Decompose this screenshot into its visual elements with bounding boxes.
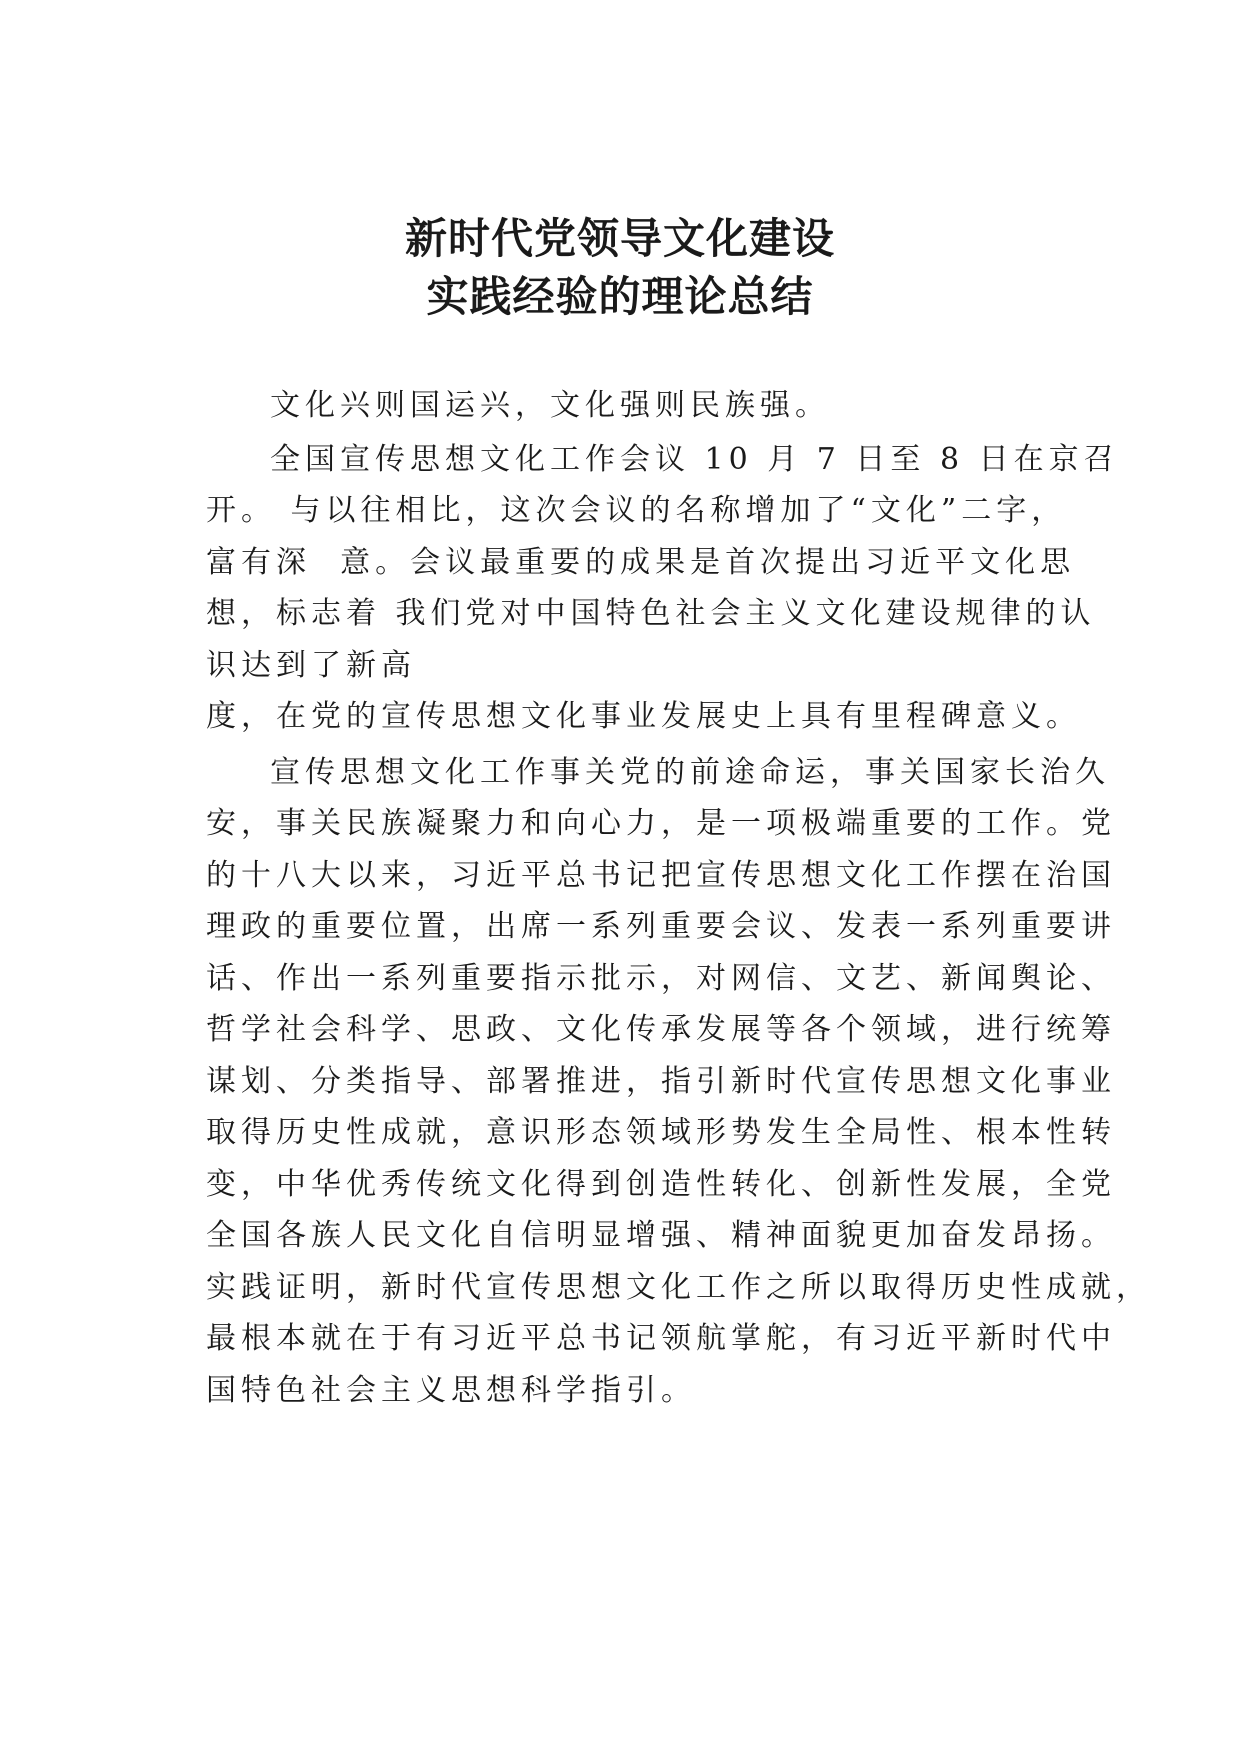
paragraph-line: 取得历史性成就，意识形态领域形势发生全局性、根本性转 <box>206 1115 1116 1150</box>
paragraph-line: 理政的重要位置，出席一系列重要会议、发表一系列重要讲 <box>206 909 1116 944</box>
paragraph-2 <box>206 434 1119 743</box>
paragraph-line: 文化兴则国运兴，文化强则民族强。 <box>270 388 830 423</box>
paragraph-line: 哲学社会科学、思政、文化传承发展等各个领域，进行统筹 <box>206 1012 1116 1047</box>
paragraph-line: 最根本就在于有习近平总书记领航掌舵，有习近平新时代中 <box>206 1321 1116 1356</box>
paragraph-line: 谋划、分类指导、部署推进，指引新时代宣传思想文化事业 <box>206 1063 1116 1099</box>
paragraph-line: 变，中华优秀传统文化得到创造性转化、创新性发展，全党 <box>206 1166 1116 1202</box>
paragraph-line: 安，事关民族凝聚力和向心力，是一项极端重要的工作。党 <box>206 806 1116 841</box>
document-body <box>206 380 1151 1416</box>
paragraph-line: 富有深 意。会议最重要的成果是首次提出习近平文化思 <box>206 544 1076 580</box>
paragraph-line: 识达到了新高 <box>206 647 416 683</box>
paragraph-line: 宣传思想文化工作事关党的前途命运，事关国家长治久 <box>270 754 1110 790</box>
paragraph-line: 全国宣传思想文化工作会议 10 月 7 日至 8 日在京召 <box>270 441 1119 477</box>
paragraph-line: 的十八大以来，习近平总书记把宣传思想文化工作摆在治国 <box>206 857 1116 893</box>
paragraph-line: 全国各族人民文化自信明显增强、精神面貌更加奋发昂扬。 <box>206 1218 1116 1253</box>
paragraph-line: 开。 与以往相比，这次会议的名称增加了“文化”二字， <box>206 493 1067 528</box>
title-line-1: 新时代党领导文化建设 <box>404 214 835 263</box>
paragraph-line: 想，标志着 我们党对中国特色社会主义文化建设规律的认 <box>206 596 1096 631</box>
document-title <box>0 210 1240 326</box>
paragraph-line: 话、作出一系列重要指示批示，对网信、文艺、新闻舆论、 <box>206 960 1116 996</box>
paragraph-3 <box>206 747 1151 1417</box>
paragraph-1 <box>206 380 1066 432</box>
paragraph-line: 实践证明，新时代宣传思想文化工作之所以取得历史性成就， <box>206 1269 1151 1305</box>
paragraph-line: 度，在党的宣传思想文化事业发展史上具有里程碑意义。 <box>206 699 1081 734</box>
title-line-2: 实践经验的理论总结 <box>426 272 814 321</box>
paragraph-line: 国特色社会主义思想科学指引。 <box>206 1372 696 1408</box>
